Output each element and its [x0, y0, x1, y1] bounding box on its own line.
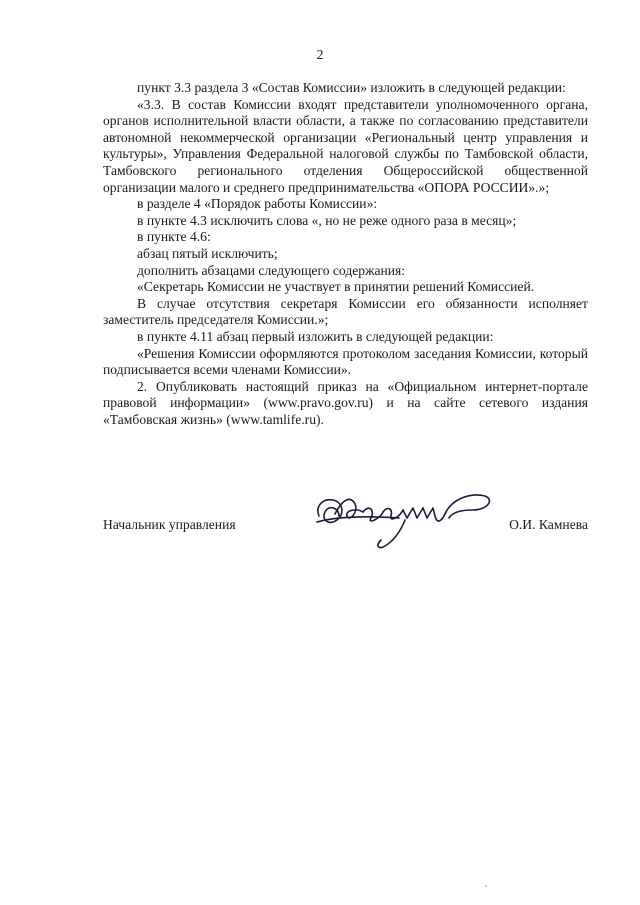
paragraph-exclude-fifth: абзац пятый исключить; [137, 245, 278, 261]
handwritten-signature [309, 486, 499, 556]
page-number: 2 [316, 48, 324, 63]
signatory-name: О.И. Камнева [509, 517, 588, 532]
paragraph-secretary-absence: В случае отсутствия секретаря Комиссии его обязанности исполняет заместитель председателя Комиссии.»; [103, 295, 588, 328]
signature-block [103, 486, 588, 556]
document-body [103, 80, 588, 428]
paragraph-item-4-3: в пункте 4.3 исключить слова «, но не реже одного раза в месяц»; [137, 212, 517, 228]
paragraph-decisions: «Решения Комиссии оформляются протоколом заседания Комиссии, который подписывается всеми членами Комиссии». [103, 345, 588, 378]
paragraph-item-4-6: в пункте 4.6: [137, 229, 211, 245]
paragraph-section-4: в разделе 4 «Порядок работы Комиссии»: [137, 196, 378, 212]
paragraph-commission-composition: «3.3. В состав Комиссии входят представители уполномоченного органа, органов исполнительной власти области, а также по согласованию представители автономной некоммерческой организации «Региональный центр управления и культуры», Управления Федеральной налоговой службы по Тамбовской области, Тамбовского регионального отделения Общероссийской общественной организации малого и среднего предпринимательства «ОПОРА РОССИИ».»; [103, 96, 588, 195]
paragraph-secretary: «Секретарь Комиссии не участвует в принятии решений Комиссией. [137, 279, 535, 295]
paragraph-item-3-3: пункт 3.3 раздела 3 «Состав Комиссии» изложить в следующей редакции: [137, 80, 566, 95]
paragraph-add-paragraphs: дополнить абзацами следующего содержания: [137, 262, 406, 278]
paragraph-item-4-11: в пункте 4.11 абзац первый изложить в следующей редакции: [137, 328, 494, 344]
signatory-position: Начальник управления [103, 517, 236, 532]
scan-artifact [485, 885, 487, 887]
paragraph-publication: 2. Опубликовать настоящий приказ на «Официальном интернет-портале правовой информации» (www.pravo.gov.ru) и на сайте сетевого издания «Тамбовская жизнь» (www.tamlife.ru). [103, 378, 588, 427]
